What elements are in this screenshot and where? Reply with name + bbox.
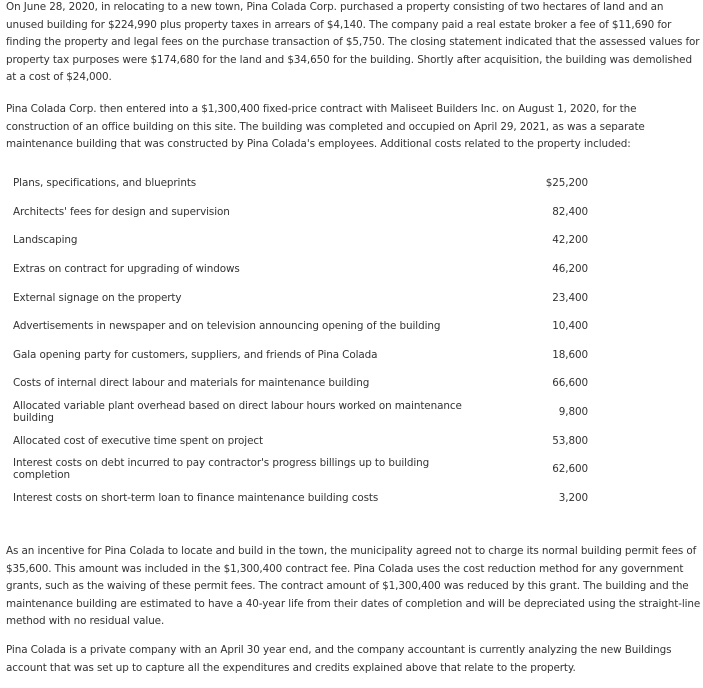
table-row [6, 398, 590, 427]
table-row [6, 255, 590, 284]
cost-amount: 66,600 [552, 377, 588, 390]
table-row [6, 169, 590, 198]
cost-label: Landscaping [13, 234, 78, 247]
cost-amount: 9,800 [558, 406, 588, 419]
cost-label: Plans, specifications, and blueprints [13, 177, 197, 190]
cost-amount: 18,600 [552, 348, 588, 361]
cost-label: Costs of internal direct labour and materials for maintenance building [13, 377, 370, 390]
table-row [6, 369, 590, 398]
cost-label: Gala opening party for customers, suppliers, and friends of Pina Colada [13, 348, 378, 361]
cost-amount: $25,200 [545, 177, 588, 190]
cost-label: Interest costs on debt incurred to pay contractor's progress billings up to building completion [13, 457, 430, 482]
cost-amount: 46,200 [552, 263, 588, 276]
table-row [6, 226, 590, 255]
table-row [6, 341, 590, 370]
cost-label: External signage on the property [13, 291, 182, 304]
additional-costs-table [6, 169, 590, 512]
cost-label: Extras on contract for upgrading of windows [13, 263, 240, 276]
intro-paragraph: On June 28, 2020, in relocating to a new town, Pina Colada Corp. purchased a property consisting of two hectares of land and an unused building for $224,990 plus property taxes in arrears of $4,140. The company paid a real estate broker a fee of $11,690 for finding the property and legal fees on the purchase transaction of $5,750. The closing statement indicated that the assessed values for property tax purposes were $174,680 for the land and $34,650 for the building. Shortly after acquisition, the building was demolished at a cost of $24,000. [6, 1, 700, 83]
cost-amount: 42,200 [552, 234, 588, 247]
cost-label: Allocated variable plant overhead based on direct labour hours worked on maintenance building [13, 400, 462, 425]
table-row [6, 198, 590, 227]
table-row [6, 283, 590, 312]
table-row [6, 484, 590, 513]
cost-amount: 23,400 [552, 291, 588, 304]
closing-paragraph: Pina Colada is a private company with an April 30 year end, and the company accountant is currently analyzing the new Buildings account that was set up to capture all the expenditures and credits explained above that relate to the property. [6, 644, 672, 674]
contract-paragraph: Pina Colada Corp. then entered into a $1,300,400 fixed-price contract with Maliseet Builders Inc. on August 1, 2020, for the construction of an office building on this site. The building was completed and occupied on April 29, 2021, as was a separate maintenance building that was constructed by Pina Colada's employees. Additional costs related to the property included: [6, 103, 645, 150]
cost-amount: 3,200 [558, 491, 588, 504]
cost-amount: 62,600 [552, 463, 588, 476]
cost-amount: 53,800 [552, 434, 588, 447]
cost-label: Allocated cost of executive time spent on project [13, 434, 263, 447]
table-row [6, 426, 590, 455]
table-row [6, 312, 590, 341]
table-row [6, 455, 590, 484]
incentive-paragraph: As an incentive for Pina Colada to locate and build in the town, the municipality agreed not to charge its normal building permit fees of $35,600. This amount was included in the $1,300,400 contract fee. Pina Colada uses the cost reduction method for any government grants, such as the waiving of these permit fees. The contract amount of $1,300,400 was reduced by this grant. The building and the maintenance building are estimated to have a 40-year life from their dates of completion and will be depreciated using the straight-line method with no residual value. [6, 545, 701, 627]
cost-amount: 82,400 [552, 205, 588, 218]
cost-label: Interest costs on short-term loan to finance maintenance building costs [13, 491, 379, 504]
cost-label: Architects' fees for design and supervision [13, 205, 230, 218]
cost-amount: 10,400 [552, 320, 588, 333]
cost-label: Advertisements in newspaper and on television announcing opening of the building [13, 320, 441, 333]
